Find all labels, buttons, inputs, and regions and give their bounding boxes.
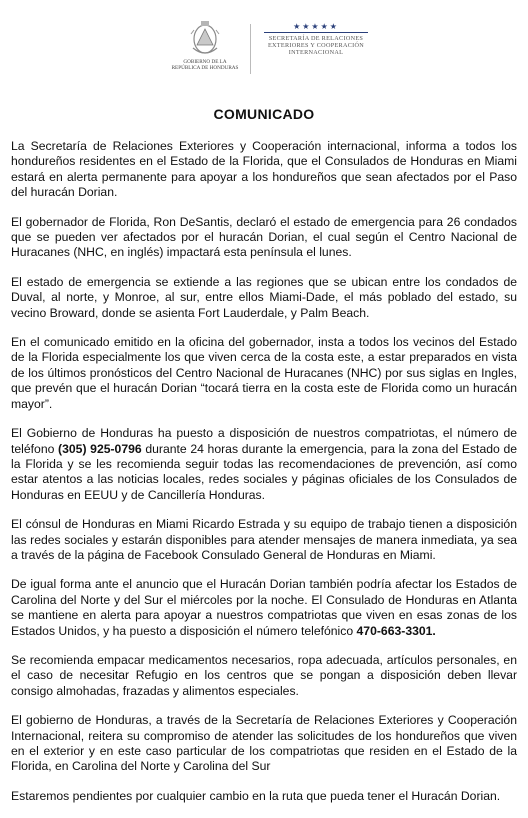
document-body xyxy=(11,139,517,818)
letterhead xyxy=(0,18,528,80)
ministry-rule xyxy=(264,32,368,33)
paragraph-7-text-a: De igual forma ante el anuncio que el Huracán Dorian también podría afectar los Estados de Carolina del Norte y del Sur el miércoles por la noche. El Consulado de Honduras en Atlanta se mantiene en alerta para apoyar a nuestros compatriotas que viven en esas zonas de los Estados Unidos, y ha puesto a disposición el número telefónico xyxy=(11,577,517,638)
paragraph-5 xyxy=(11,426,517,503)
paragraph-3: El estado de emergencia se extiende a las regiones que se ubican entre los condados de Duval, al norte, y Monroe, al sur, entre ellos Miami-Dade, el más poblado del estado, su vecino Broward, donde se asienta Fort Lauderdale, y Palm Beach. xyxy=(11,274,517,320)
gov-text-line1: GOBIERNO DE LA xyxy=(183,59,227,65)
paragraph-5-text-b: durante 24 horas durante la emergencia, para la zona del Estado de la Florida y se les recomienda seguir todas las recomendaciones de prevención, así como estar atentos a las noticias locales, redes sociales y páginas oficiales de los Consulados de Honduras en EEUU y de Cancillería Honduras. xyxy=(11,441,518,502)
paragraph-2: El gobernador de Florida, Ron DeSantis, declaró el estado de emergencia para 26 condados que se pueden ver afectados por el huracán Dorian, el cual según el Centro Nacional de Huracanes (NHC, en inglés) impactará esta península el lunes. xyxy=(11,214,517,260)
ministry-text-line3: INTERNACIONAL xyxy=(288,49,344,56)
document-title: COMUNICADO xyxy=(213,106,315,122)
atlanta-phone-number: 470-663-3301. xyxy=(356,623,436,638)
paragraph-9: El gobierno de Honduras, a través de la Secretaría de Relaciones Exteriores y Cooperación Internacional, reitera su compromiso de atender las solicitudes de los hondureños que viven en el exterior y en este caso particular de los compatriotas que residen en el Estado de la Florida, en Carolina del Norte y Carolina del Sur xyxy=(11,713,517,774)
paragraph-1: La Secretaría de Relaciones Exteriores y Cooperación internacional, informa a todos los hondureños residentes en el Estado de la Florida, que el Consulados de Honduras en Miami estará en alerta permanente para apoyar a los hondureños que sean afectados por el Paso del huracán Dorian. xyxy=(11,139,517,200)
paragraph-7 xyxy=(11,577,517,639)
ministry-text-line1: SECRETARÍA DE RELACIONES xyxy=(268,35,364,42)
paragraph-5-text-a: El Gobierno de Honduras ha puesto a disposición de nuestros compatriotas, el número de teléfono xyxy=(11,426,517,456)
coat-of-arms-icon xyxy=(188,18,222,58)
header-divider xyxy=(250,24,251,74)
ministry-text-line2: EXTERIORES Y COOPERACIÓN xyxy=(267,42,365,49)
ministry-logo-block xyxy=(256,22,376,56)
paragraph-6: El cónsul de Honduras en Miami Ricardo Estrada y su equipo de trabajo tienen a disposición las redes sociales y estarán disponibles para atender mensajes de manera inmediata, ya sea a través de la página de Facebook Consulado General de Honduras en Miami. xyxy=(11,517,517,562)
paragraph-10: Estaremos pendientes por cualquier cambio en la ruta que pueda tener el Huracán Dorian. xyxy=(11,788,501,803)
stars-icon: ★★★★★ xyxy=(293,22,339,31)
paragraph-4: En el comunicado emitido en la oficina del gobernador, insta a todos los vecinos del Estado de la Florida especialmente los que viven cerca de la costa este, a estar preparados en vista de los últimos pronósticos del Centro Nacional de Huracanes (NHC) por sus siglas en Ingles, que prevén que el huracán Dorian “tocará tierra en la costa este de Florida como un huracán mayor”. xyxy=(11,335,517,411)
gov-text-line2: REPÚBLICA DE HONDURAS xyxy=(171,65,239,71)
government-logo-block xyxy=(160,18,250,71)
paragraph-8: Se recomienda empacar medicamentos necesarios, ropa adecuada, artículos personales, en el caso de necesitar Refugio en los centros que se pongan a disposición deben llevar consigo almohadas, frazadas y alimentos especiales. xyxy=(11,652,517,698)
miami-phone-number: (305) 925-0796 xyxy=(58,441,142,456)
